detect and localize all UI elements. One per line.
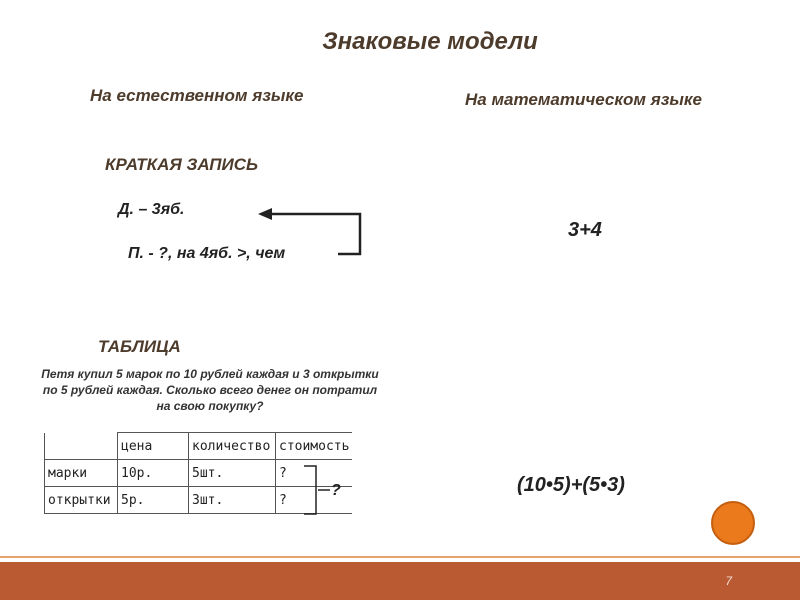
table-cell: ? — [276, 460, 353, 487]
page-number: 7 — [725, 574, 732, 588]
table-cell: открытки — [45, 487, 118, 514]
problem-text: Петя купил 5 марок по 10 рублей каждая и 3 открытки по 5 рублей каждая. Сколько всего денег он потратил на свою покупку? — [41, 367, 379, 413]
comparison-arrow-icon — [250, 200, 370, 264]
table-cell: 5р. — [118, 487, 189, 514]
right-column-heading: На математическом языке — [465, 90, 702, 109]
table-cell: 10р. — [118, 460, 189, 487]
short-note-line-1: Д. – 3яб. — [118, 201, 185, 218]
left-column-heading: На естественном языке — [90, 86, 304, 105]
table-header-cell: цена — [118, 433, 189, 460]
table-header-cell — [45, 433, 118, 460]
decorative-circle-icon — [711, 501, 755, 545]
table-cell: 5шт. — [189, 460, 276, 487]
total-cost-label: ? — [331, 482, 341, 499]
expression-total: (10•5)+(5•3) — [517, 474, 625, 496]
table-cell: 3шт. — [189, 487, 276, 514]
short-note-line-2: П. - ?, на 4яб. >, чем — [128, 245, 286, 262]
table-header-cell: количество — [189, 433, 276, 460]
expression-sum: 3+4 — [568, 219, 602, 241]
table-cell: марки — [45, 460, 118, 487]
table-header-row — [45, 433, 353, 460]
slide-title: Знаковые модели — [322, 28, 538, 55]
footer-divider — [0, 556, 800, 558]
table-heading: ТАБЛИЦА — [98, 337, 181, 356]
table-header-cell: стоимость — [276, 433, 353, 460]
table-cell: ? — [276, 487, 353, 514]
short-note-heading: КРАТКАЯ ЗАПИСЬ — [105, 155, 259, 174]
footer-bar — [0, 562, 800, 600]
